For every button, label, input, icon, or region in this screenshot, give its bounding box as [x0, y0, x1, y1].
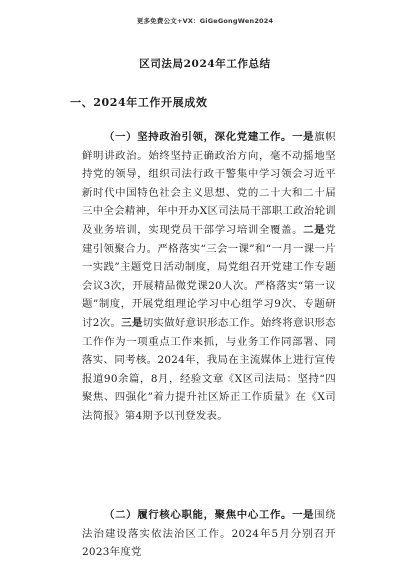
paragraph-segment: 党建引领聚合力。严格落实“三会一课”和“一月一课一片一实践”主题党日活动制度，局党组召开党建工作专题会议3次，开展精品微党课20人次。严格落实“第一议题”制度，开展党组理论学习中心组学习9次、专题研讨2次。 — [82, 223, 336, 329]
paragraph-text — [82, 128, 336, 426]
paragraph-core-functions — [82, 506, 336, 562]
paragraph-lead: （一）坚持政治引领，深化党建工作。 — [104, 131, 293, 143]
keyword-first: 一是 — [292, 509, 315, 521]
paragraph-segment: 切实做好意识形态工作。始终将意识形态工作作为一项重点工作来抓，与业务工作同部署、同落实、同考核。2024年，我局在主流媒体上进行宣传报道90余篇，8月，经验文章《X区司法局：坚持“四聚焦、四强化”着力提升社区矫正工作质量》在《X司法简报》第4期予以刊登发表。 — [82, 316, 336, 422]
paragraph-segment: 旗帜鲜明讲政治。始终坚持正确政治方向，毫不动摇地坚持党的领导，组织司法行政干警集中学习领会习近平新时代中国特色社会主义思想、党的二十大和二十届三中全会精神，年中开办X区司法局干部职工政治轮训及业务培训，实现党员干部学习培训全覆盖。 — [82, 131, 336, 236]
header-watermark: 更多免费公文+VX：GiGeGongWen2024 — [136, 17, 274, 25]
keyword-third: 三是 — [121, 316, 143, 329]
paragraph-text — [82, 506, 336, 562]
paragraph-party-building — [82, 128, 336, 426]
paragraph-lead: （二）履行核心职能，聚焦中心工作。 — [104, 509, 293, 521]
keyword-second: 二是 — [303, 223, 326, 236]
document-title: 区司法局2024年工作总结 — [139, 58, 271, 70]
keyword-first: 一是 — [292, 131, 315, 143]
paragraph-segment: 围绕法治建设落实依法治区工作。2024年5月分别召开2023年度党 — [82, 509, 336, 559]
section-heading: 一、2024年工作开展成效 — [70, 96, 208, 109]
